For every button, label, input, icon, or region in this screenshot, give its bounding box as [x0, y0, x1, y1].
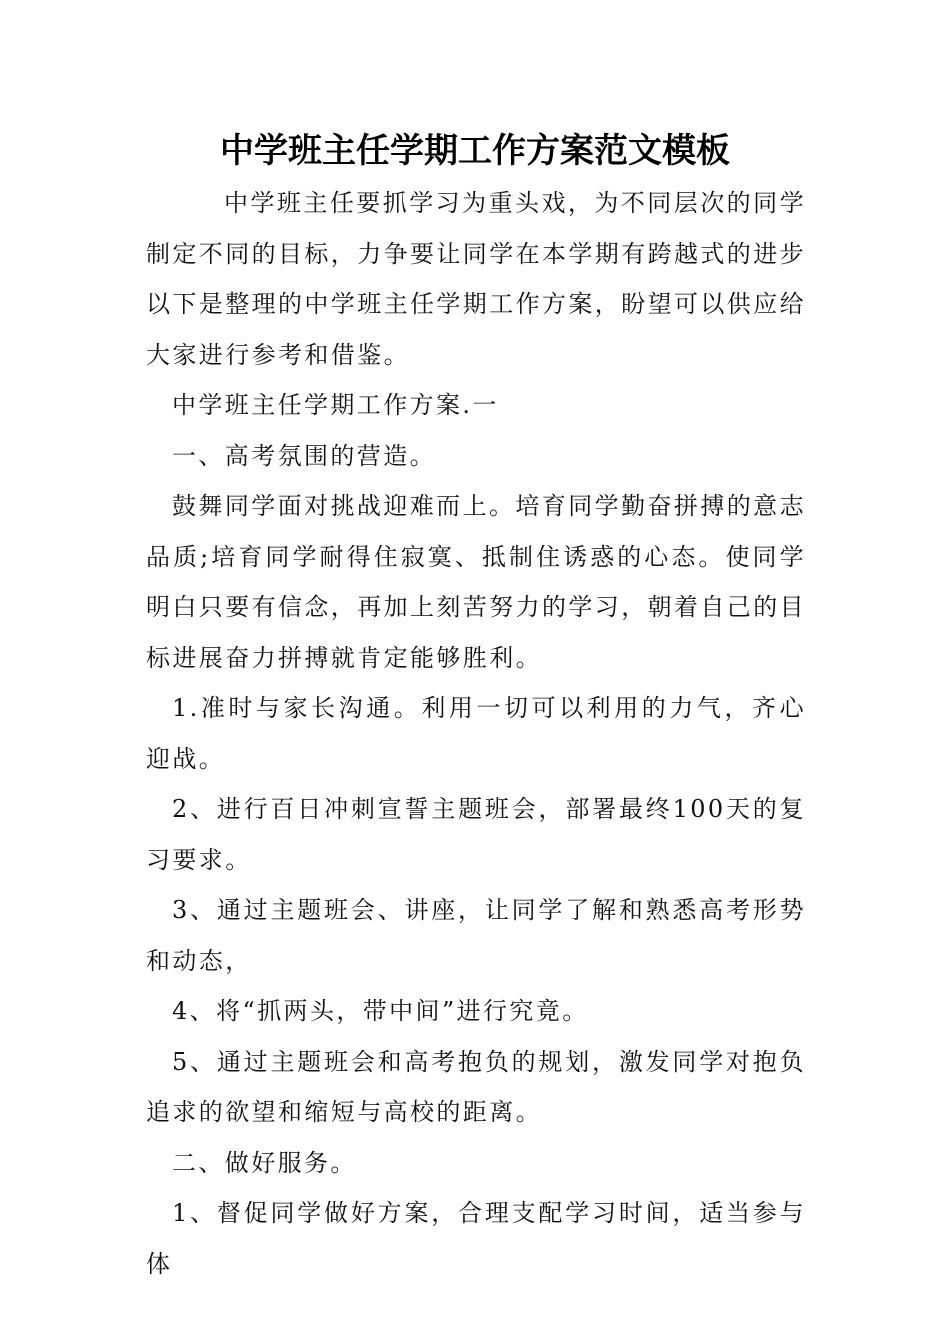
list-item-1: 1.准时与家长沟通。利用一切可以利用的力气，齐心迎战。 [146, 694, 806, 773]
document-title: 中学班主任学期工作方案范文模板 [220, 131, 730, 171]
plan-heading: 中学班主任学期工作方案.一 [172, 391, 499, 419]
list-item-2: 2、进行百日冲刺宣誓主题班会，部署最终100天的复习要求。 [146, 795, 806, 874]
list-item-5: 5、通过主题班会和高考抱负的规划，激发同学对抱负追求的欲望和缩短与高校的距离。 [146, 1047, 806, 1126]
document-body [146, 178, 806, 1289]
list-item-6: 1、督促同学做好方案，合理支配学习时间，适当参与体 [146, 1199, 806, 1278]
list-item-4: 4、将“抓两头，带中间”进行究竟。 [172, 997, 589, 1025]
section-heading-1: 一、高考氛围的营造。 [172, 441, 436, 470]
body-paragraph: 鼓舞同学面对挑战迎难而上。培育同学勤奋拼搏的意志品质;培育同学耐得住寂寞、抵制住诱惑的心态。使同学明白只要有信念，再加上刻苦努力的学习，朝着自己的目标进展奋力拼搏就肯定能够胜利。 [146, 492, 806, 672]
section-heading-2: 二、做好服务。 [172, 1148, 357, 1177]
list-item-3: 3、通过主题班会、讲座，让同学了解和熟悉高考形势和动态， [146, 896, 806, 975]
intro-paragraph: 中学班主任要抓学习为重头戏，为不同层次的同学制定不同的目标，力争要让同学在本学期有跨越式的进步以下是整理的中学班主任学期工作方案，盼望可以供应给大家进行参考和借鉴。 [146, 189, 806, 369]
